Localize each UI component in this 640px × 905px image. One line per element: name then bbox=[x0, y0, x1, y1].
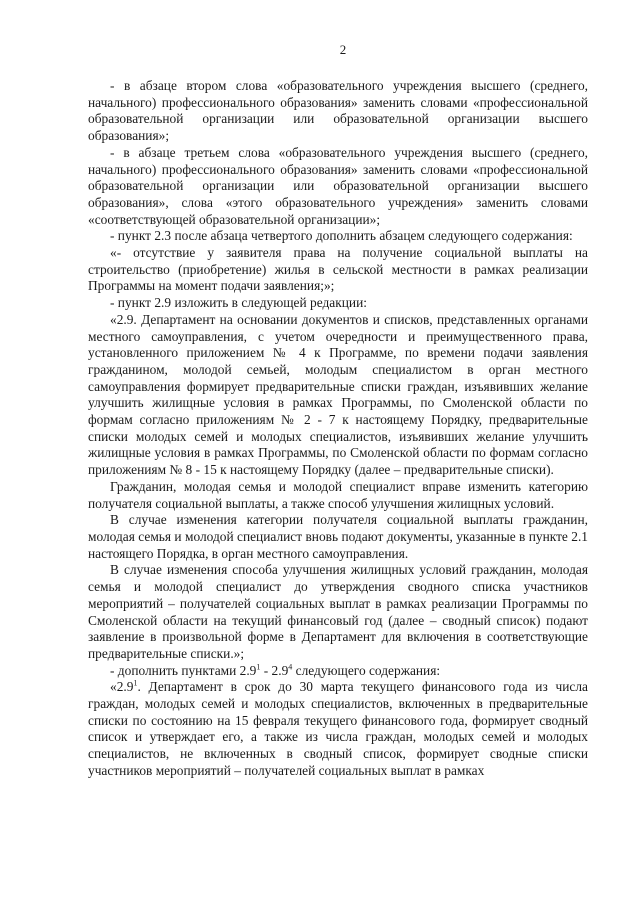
last-para-sup: 1 bbox=[133, 678, 138, 688]
paragraph-1: - в абзаце втором слова «образовательного учреждения высшего (среднего, начального) профессионального образования» заменить словами «профессиональной образовательной организации или образовательной организации высшего образования»; bbox=[88, 78, 588, 144]
page-number: 2 bbox=[339, 42, 347, 57]
paragraph-5: - пункт 2.9 изложить в следующей редакции: bbox=[110, 295, 367, 311]
supplement-sup-b: 4 bbox=[288, 662, 293, 672]
paragraph-6: «2.9. Департамент на основании документов и списков, представленных органами местного самоуправления, с учетом очередности и преимущественного права, установленного приложением № 4 к Программе, по времени подачи заявления гражданином, молодой семьей, молодым специалистом в орган местного самоуправления формирует предварительные списки граждан, изъявивших желание улучшить жилищные условия в рамках Программы, по Смоленской области по формам согласно приложениям № 2 - 7 к настоящему Порядку, предварительные списки молодых семей и молодых специалистов, изъявивших желание улучшить жилищные условия в рамках Программы, по Смоленской области по формам согласно приложениям № 8 - 15 к настоящему Порядку (далее – предварительные списки). bbox=[88, 311, 588, 478]
last-para-prefix: «2.9 bbox=[110, 679, 134, 695]
supplement-suffix: следующего содержания: bbox=[292, 662, 441, 678]
paragraph-supplement bbox=[88, 663, 588, 680]
supplement-prefix: - дополнить пунктами 2.9 bbox=[110, 662, 257, 678]
paragraph-9: В случае изменения способа улучшения жилищных условий гражданин, молодая семья и молодой специалист до утверждения сводного списка участников мероприятий – получателей социальных выплат в рамках реализации Программы по Смоленской области на текущий финансовый год (далее – сводный список) подают заявление в произвольной форме в Департамент для включения в соответствующие предварительные списки.»; bbox=[88, 562, 588, 661]
paragraph-3: - пункт 2.3 после абзаца четвертого дополнить абзацем следующего содержания: bbox=[110, 228, 573, 244]
paragraph-last bbox=[88, 679, 588, 779]
last-para-text: . Департамент в срок до 30 марта текущего финансового года из числа граждан, молодых семей и молодых специалистов, включенных в предварительные списки по состоянию на 15 февраля текущего финансового года, формирует сводный список и утверждает его, а также из числа граждан, молодых семей и молодых специалистов, не включенных в сводный список, формирует сводные списки участников мероприятий – получателей социальных выплат в рамках bbox=[88, 679, 588, 778]
document-body bbox=[88, 78, 588, 780]
supplement-sup-a: 1 bbox=[256, 662, 261, 672]
paragraph-2: - в абзаце третьем слова «образовательного учреждения высшего (среднего, начального) профессионального образования» заменить словами «профессиональной образовательной организации или образовательной организации высшего образования», слова «этого образовательного учреждения» заменить словами «соответствующей образовательной организации»; bbox=[88, 144, 588, 227]
supplement-middle: - 2.9 bbox=[260, 662, 289, 678]
paragraph-7: Гражданин, молодая семья и молодой специалист вправе изменить категорию получателя социальной выплаты, а также способ улучшения жилищных условий. bbox=[88, 478, 588, 511]
paragraph-4: «- отсутствие у заявителя права на получение социальной выплаты на строительство (приобретение) жилья в сельской местности в рамках реализации Программы на момент подачи заявления;»; bbox=[88, 245, 588, 294]
paragraph-8: В случае изменения категории получателя социальной выплаты гражданин, молодая семья и молодой специалист вновь подают документы, указанные в пункте 2.1 настоящего Порядка, в орган местного самоуправления. bbox=[88, 512, 588, 561]
